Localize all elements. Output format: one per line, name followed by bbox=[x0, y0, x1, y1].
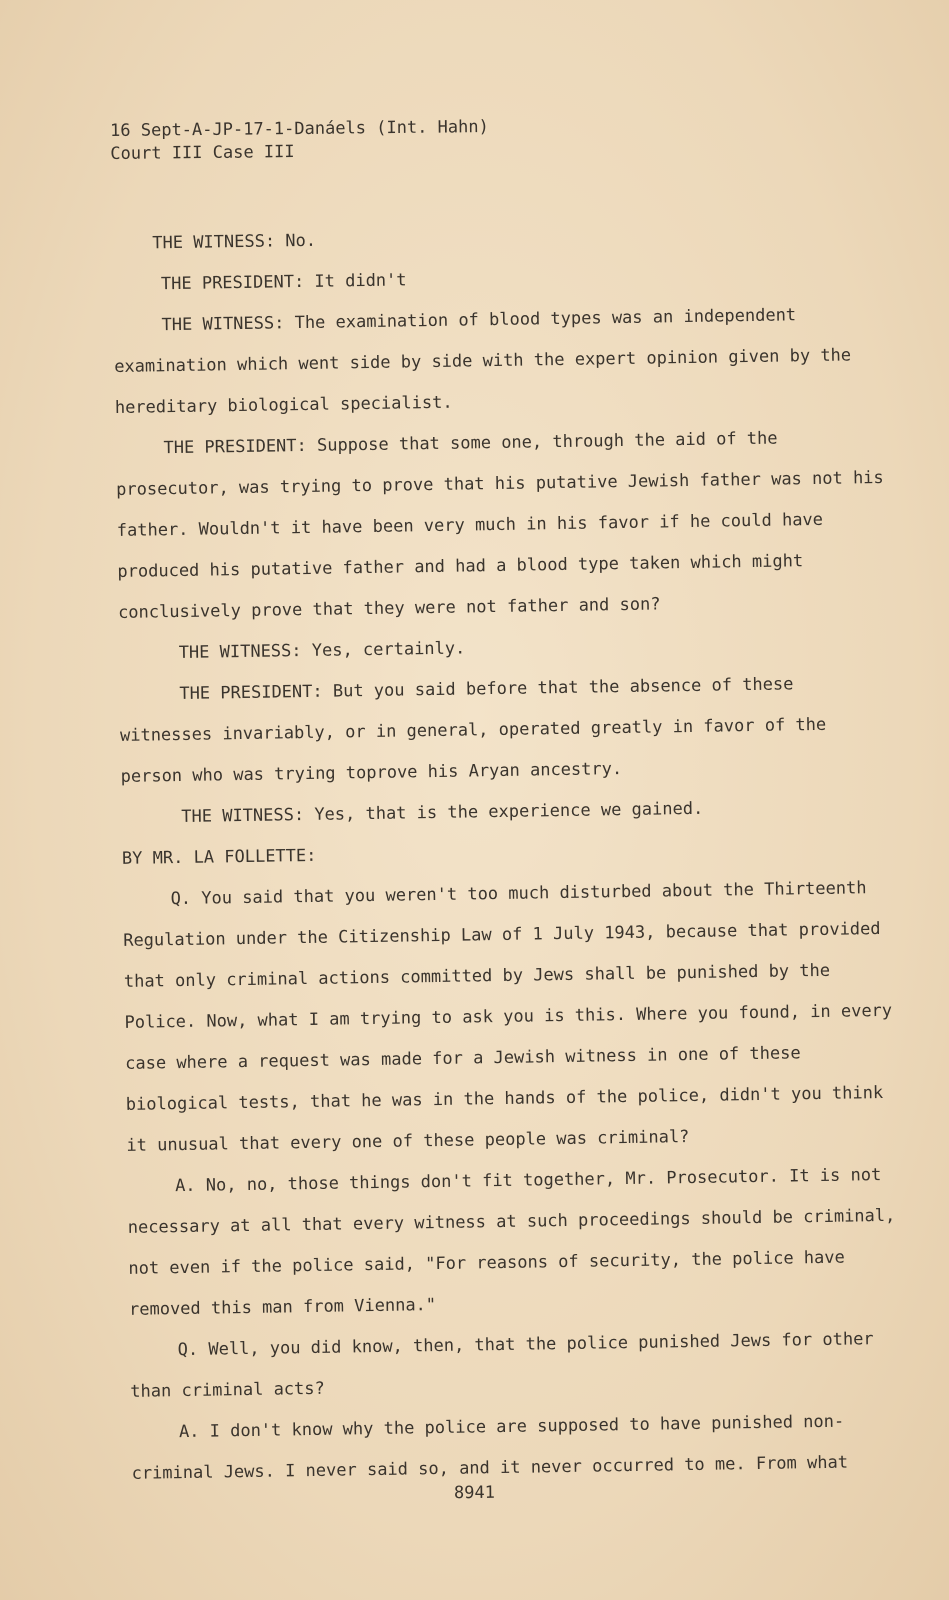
transcript-body bbox=[112, 212, 902, 1495]
answer-2: A. I don't know why the police are supposed to have punished non-criminal Jews. I never said so, and it never occurred to me. From what bbox=[131, 1411, 849, 1484]
president-remark-1: THE PRESIDENT: It didn't bbox=[160, 270, 407, 295]
answer-1: A. No, no, those things don't fit together, Mr. Prosecutor. It is not necessary at all that every witness at such proceedings should be criminal, not even if the police said, "For reasons of security, the police have removed this man from Vienna." bbox=[127, 1165, 896, 1320]
president-question-1: THE PRESIDENT: Suppose that some one, through the aid of the prosecutor, was trying to prove that his putative Jewish father was not his father. Wouldn't it have been very much in his favor if he could have produced his putative father and had a blood type taken which might conclusively prove that they were not father and son? bbox=[116, 428, 884, 623]
witness-answer-2: THE WITNESS: The examination of blood types was an independent examination which went side by side with the expert opinion given by the hereditary biological specialist. bbox=[114, 305, 852, 418]
witness-answer-3: THE WITNESS: Yes, certainly. bbox=[178, 638, 466, 664]
examiner-byline: BY MR. LA FOLLETTE: bbox=[121, 845, 317, 869]
question-1: Q. You said that you weren't too much disturbed about the Thirteenth Regulation under the Citizenship Law of 1 July 1943, because that provided that only criminal actions committed by Jews shall be punished by the Police. Now, what I am trying to ask you is this. Where you found, in every case where a request was made for a Jewish witness in one of these biological tests, that he was in the hands of the police, didn't you think it unusual that every one of these people was criminal? bbox=[123, 878, 893, 1156]
header-session-line: 16 Sept-A-JP-17-1-Danáels (Int. Hahn) bbox=[110, 117, 489, 141]
document-header bbox=[110, 116, 489, 166]
president-question-2: THE PRESIDENT: But you said before that the absence of these witnesses invariably, or in general, operated greatly in favor of the person who was trying toprove his Aryan ancestry. bbox=[119, 674, 827, 787]
header-court-line: Court III Case III bbox=[110, 142, 295, 164]
witness-answer-1: THE WITNESS: No. bbox=[152, 230, 317, 254]
witness-answer-4: THE WITNESS: Yes, that is the experience we gained. bbox=[181, 798, 704, 827]
page-number: 8941 bbox=[453, 1482, 496, 1504]
question-2: Q. Well, you did know, then, that the police punished Jews for other than criminal acts? bbox=[130, 1329, 874, 1402]
